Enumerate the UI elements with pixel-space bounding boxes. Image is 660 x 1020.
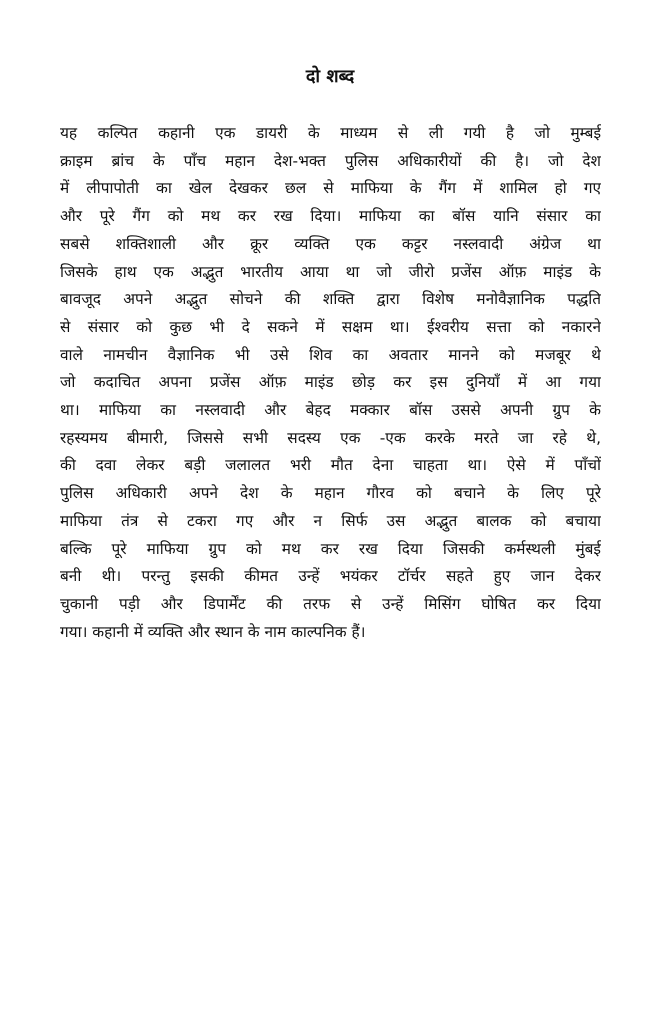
text-line: से संसार को कुछ भी दे सकने में सक्षम था। ईश्वरीय सत्ता को नकारने <box>60 317 601 336</box>
text-line: क्राइम ब्रांच के पाँच महान देश-भक्त पुलिस अधिकारीयों की है। जो देश <box>60 151 601 170</box>
text-line: जो कदाचित अपना प्रजेंस ऑफ़ माइंड छोड़ कर इस दुनियाँ में आ गया <box>60 373 601 392</box>
text-line: रहस्यमय बीमारी, जिससे सभी सदस्य एक -एक करके मरते जा रहे थे, <box>60 428 601 447</box>
text-line: था। माफिया का नस्लवादी और बेहद मक्कार बॉस उससे अपनी ग्रुप के <box>60 401 601 420</box>
text-line: बनी थी। परन्तु इसकी कीमत उन्हें भयंकर टॉर्चर सहते हुए जान देकर <box>60 567 601 586</box>
text-line: गया। कहानी में व्यक्ति और स्थान के नाम काल्पनिक हैं। <box>60 622 366 641</box>
text-line: पुलिस अधिकारी अपने देश के महान गौरव को बचाने के लिए पूरे <box>60 484 601 503</box>
text-line: माफिया तंत्र से टकरा गए और न सिर्फ उस अद्भुत बालक को बचाया <box>60 511 601 530</box>
body-paragraph <box>60 120 601 646</box>
text-line: बल्कि पूरे माफिया ग्रुप को मथ कर रख दिया जिसकी कर्मस्थली मुंबई <box>60 539 601 558</box>
text-line: सबसे शक्तिशाली और क्रूर व्यक्ति एक कट्टर नस्लवादी अंग्रेज था <box>60 234 601 253</box>
text-line: बावजूद अपने अद्भुत सोचने की शक्ति द्वारा विशेष मनोवैज्ञानिक पद्धति <box>60 290 601 309</box>
text-line: जिसके हाथ एक अद्भुत भारतीय आया था जो जीरो प्रजेंस ऑफ़ माइंड के <box>60 262 601 281</box>
text-line: में लीपापोती का खेल देखकर छल से माफिया के गैंग में शामिल हो गए <box>60 179 601 198</box>
text-line: यह कल्पित कहानी एक डायरी के माध्यम से ली गयी है जो मुम्बई <box>60 124 601 142</box>
page-title: दो शब्द <box>305 66 355 87</box>
text-line: और पूरे गैंग को मथ कर रख दिया। माफिया का बॉस यानि संसार का <box>60 207 601 226</box>
text-line: चुकानी पड़ी और डिपार्मेंट की तरफ से उन्हें मिसिंग घोषित कर दिया <box>60 594 601 613</box>
text-line: की दवा लेकर बड़ी जलालत भरी मौत देना चाहता था। ऐसे में पाँचों <box>60 456 601 475</box>
text-line: वाले नामचीन वैज्ञानिक भी उसे शिव का अवतार मानने को मजबूर थे <box>60 345 601 364</box>
